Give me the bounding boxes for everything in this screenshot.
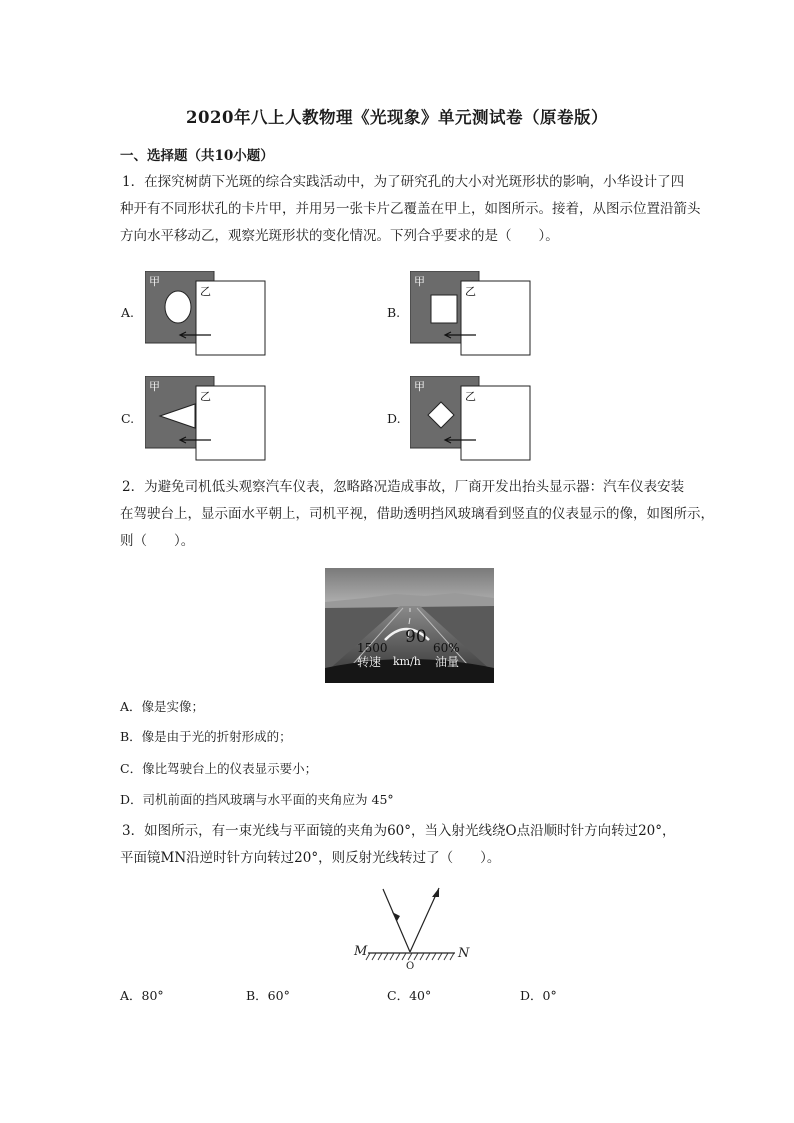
hud-speed-unit: km/h (393, 655, 421, 668)
card-yi-label: 乙 (465, 285, 476, 298)
hud-rpm-label: 转速 (357, 655, 382, 669)
option-c-figure (145, 376, 267, 462)
option-d-figure (410, 376, 532, 462)
card-jia-label: 甲 (149, 275, 160, 288)
question-1-text (120, 169, 700, 250)
question-3-answer-d: D．0° (520, 988, 557, 1003)
option-a-label: A. (121, 305, 135, 320)
mirror-label-n: N (458, 946, 470, 961)
mirror-diagram (350, 885, 475, 973)
mirror-label-o: O (406, 961, 415, 972)
hud-speed-value: 90 (405, 627, 427, 647)
card-jia-label: 甲 (149, 380, 160, 393)
question-2-line: 在驾驶台上，显示面水平朝上，司机平视，借助透明挡风玻璃看到竖直的仪表显示的像，如图所示， (120, 506, 714, 522)
question-3-line: 平面镜MN沿逆时针方向转过20°，则反射光线转过了（ ）。 (120, 850, 501, 866)
question-3-answer-a: A．80° (120, 988, 164, 1003)
hud-rpm-value: 1500 (357, 641, 388, 655)
card-yi-label: 乙 (465, 390, 476, 403)
option-a-figure (145, 271, 267, 357)
question-1-line: 1．在探究树荫下光斑的综合实践活动中，为了研究孔的大小对光斑形状的影响，小华设计了四 (122, 174, 685, 190)
section-heading: 一、选择题（共10小题） (120, 148, 274, 164)
card-yi-label: 乙 (200, 390, 211, 403)
mirror-label-m: M (354, 944, 368, 959)
hud-photo (325, 568, 494, 683)
card-jia-label: 甲 (414, 275, 425, 288)
question-1-line: 种开有不同形状孔的卡片甲，并用另一张卡片乙覆盖在甲上，如图所示。接着，从图示位置沿箭头 (120, 201, 701, 217)
hud-fuel-label: 油量 (435, 655, 460, 669)
question-2-line: 则（ ）。 (120, 533, 195, 549)
question-2-answer-c: C．像比驾驶台上的仪表显示要小； (120, 761, 318, 776)
question-3-answer-b: B．60° (246, 988, 290, 1003)
question-3-answer-c: C．40° (387, 988, 432, 1003)
question-2-text (120, 474, 714, 555)
card-yi-label: 乙 (200, 285, 211, 298)
card-jia-label: 甲 (414, 380, 425, 393)
question-2-answer-a: A．像是实像； (120, 699, 205, 714)
question-2-answer-b: B．像是由于光的折射形成的； (120, 729, 292, 744)
option-b-figure (410, 271, 532, 357)
hud-fuel-value: 60% (433, 641, 460, 655)
question-1-line: 方向水平移动乙，观察光斑形状的变化情况。下列合乎要求的是（ ）。 (120, 228, 559, 244)
question-2-answer-d: D．司机前面的挡风玻璃与水平面的夹角应为 45° (120, 792, 394, 807)
page-title: 2020年八上人教物理《光现象》单元测试卷（原卷版） (186, 108, 608, 127)
question-2-line: 2．为避免司机低头观察汽车仪表，忽略路况造成事故，厂商开发出抬头显示器：汽车仪表安装 (122, 479, 685, 495)
option-b-label: B. (387, 305, 401, 320)
question-3-text (120, 818, 700, 872)
option-d-label: D. (387, 411, 401, 426)
question-3-line: 3．如图所示，有一束光线与平面镜的夹角为60°，当入射光线绕O点沿顺时针方向转过20°， (122, 823, 676, 839)
option-c-label: C. (121, 411, 135, 426)
